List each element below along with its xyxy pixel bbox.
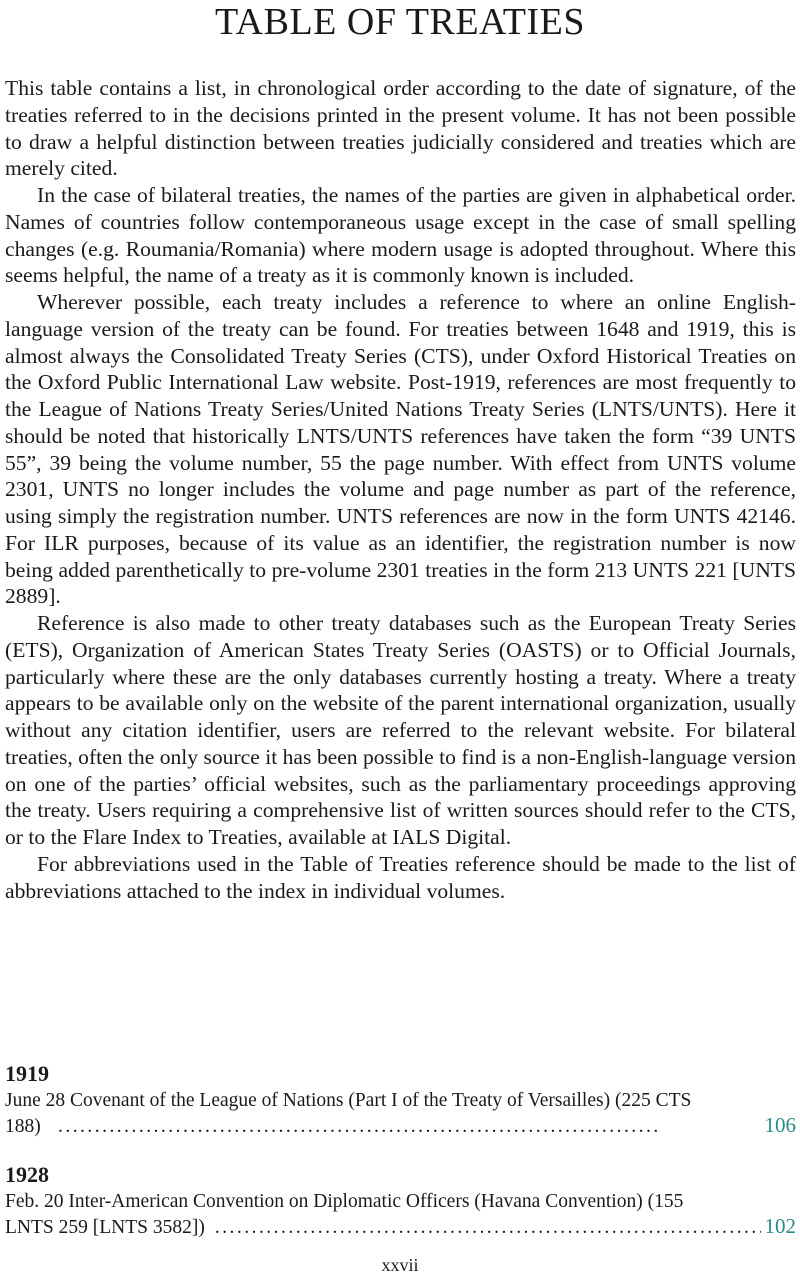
intro-paragraph: This table contains a list, in chronological order according to the date of signature, of the treaties referred to in the decisions printed in the present volume. It has not been possible to draw a helpful distinction between treaties judicially considered and treaties which are merely cited. [5,76,796,181]
page-number-link[interactable]: 102 [764,1214,796,1238]
year-group [5,1161,796,1240]
introduction [5,75,796,904]
treaty-title: Covenant of the League of Nations (Part I of the Treaty of Versailles) (225 CTS [70,1090,692,1111]
year-heading: 1928 [5,1162,49,1187]
treaty-date: June 28 [5,1090,66,1111]
year-heading: 1919 [5,1061,49,1086]
entry-last-line: 188) . . . 106 [48,1113,796,1139]
dot-leader [215,1215,761,1240]
treaty-entry [5,1088,796,1139]
treaty-entry [5,1189,796,1240]
page-title: TABLE OF TREATIES [215,1,585,43]
page-folio: xxvii [381,1255,419,1275]
intro-paragraph: For abbreviations used in the Table of Treaties reference should be made to the list of abbreviations attached to the index in individual volumes. [5,851,796,903]
treaty-list [5,1060,796,1262]
treaty-citation-continuation: LNTS 259 [LNTS 3582]) [5,1217,205,1238]
page-number-link[interactable]: 106 [764,1113,796,1137]
dot-leader [58,1114,761,1139]
intro-paragraph: Wherever possible, each treaty includes a reference to where an online English-language version of the treaty can be found. For treaties between 1648 and 1919, this is almost always the Consolidated Treaty Series (CTS), under Oxford Historical Treaties on the Oxford Public International Law website. Post-1919, references are most frequently to the League of Nations Treaty Series/United Nations Treaty Series (LNTS/UNTS). Here it should be noted that historically LNTS/UNTS references have taken the form “39 UNTS 55”, 39 being the volume number, 55 the page number. With effect from UNTS volume 2301, UNTS no longer includes the volume and page number as part of the reference, using simply the registration number. UNTS references are now in the form UNTS 42146. For ILR purposes, because of its value as an identifier, the registration number is now being added parenthetically to pre-volume 2301 treaties in the form 213 UNTS 221 [UNTS 2889]. [5,290,796,609]
intro-paragraph: Reference is also made to other treaty databases such as the European Treaty Series (ETS), Organization of American States Treaty Series (OASTS) or to Official Journals, particularly where these are the only databases currently hosting a treaty. Where a treaty appears to be available only on the website of the parent international organization, usually without any citation identifier, users are referred to the relevant website. For bilateral treaties, often the only source it has been possible to find is a non-English-language version on one of the parties’ official websites, such as the parliamentary proceedings approving the treaty. Users requiring a comprehensive list of written sources should refer to the CTS, or to the Flare Index to Treaties, available at IALS Digital. [5,611,796,849]
treaty-title: Inter-American Convention on Diplomatic Officers (Havana Convention) (155 [68,1191,684,1212]
entry-last-line [5,1214,796,1240]
intro-paragraph: In the case of bilateral treaties, the names of the parties are given in alphabetical order. Names of countries follow contemporaneous usage except in the case of small spelling changes (e.g. Roumania/Romania) where modern usage is adopted throughout. Where this seems helpful, the name of a treaty as it is commonly known is included. [5,183,796,288]
year-group [5,1060,796,1139]
treaty-date: Feb. 20 [5,1191,64,1212]
